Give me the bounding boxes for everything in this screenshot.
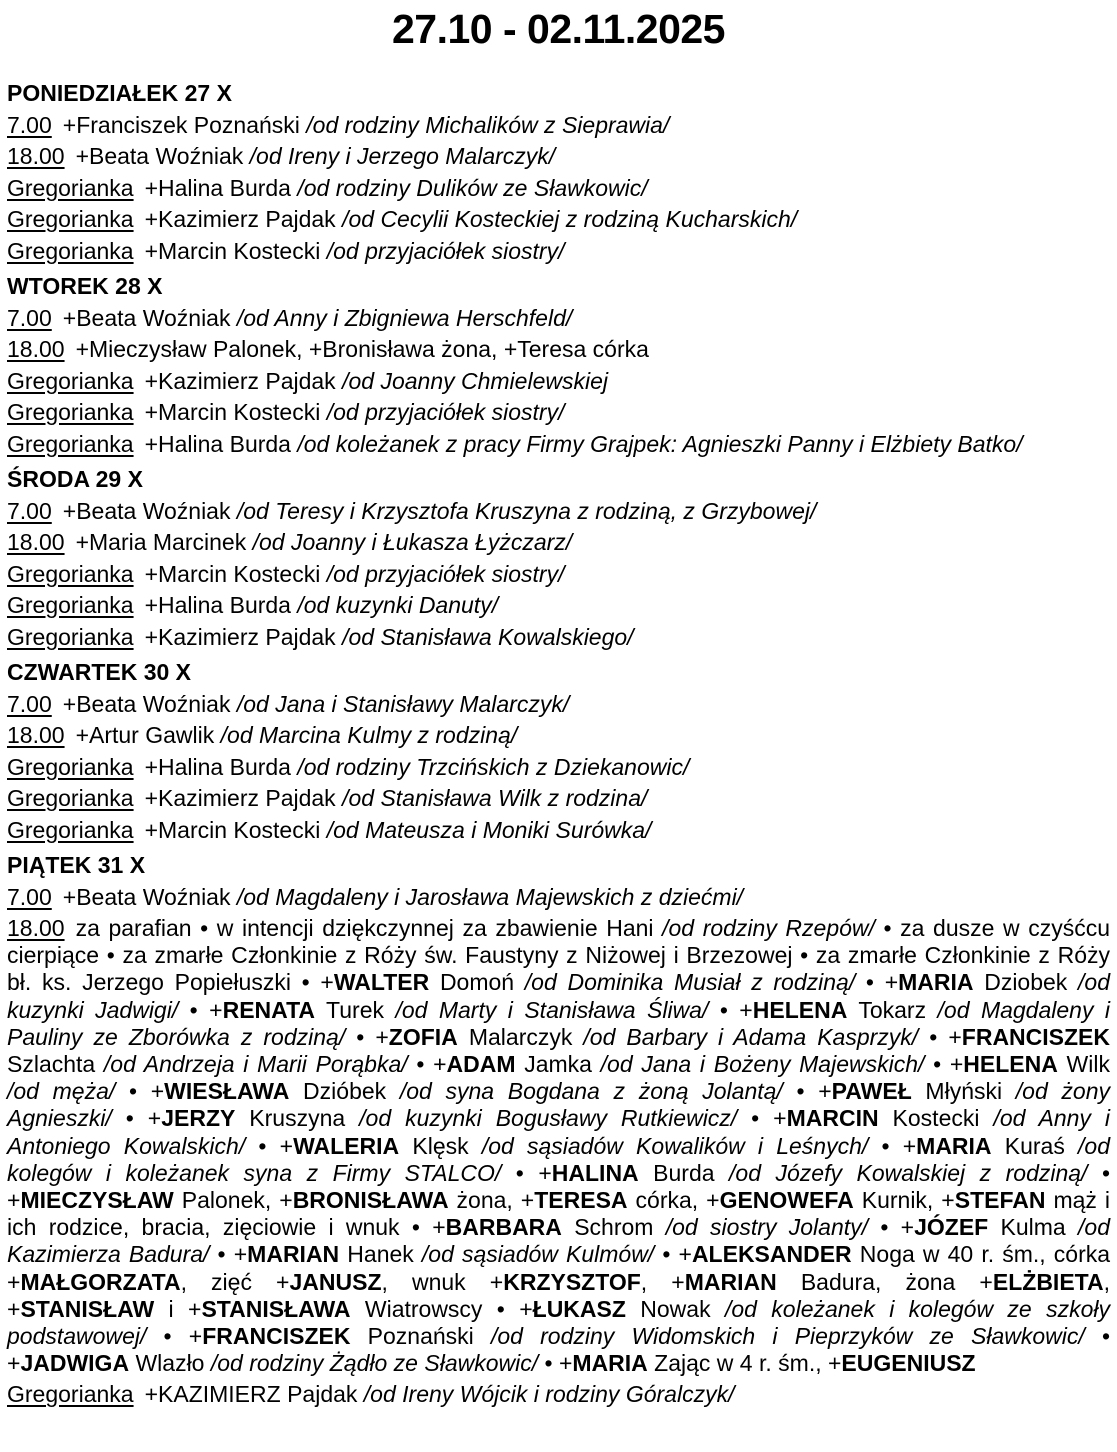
text-run: +Marcin Kostecki xyxy=(144,237,327,264)
mass-time-label: 18.00 xyxy=(7,915,65,941)
text-run: Palonek, + xyxy=(173,1187,293,1214)
mass-time-label: Gregorianka xyxy=(7,174,134,201)
text-run: • + xyxy=(245,1132,294,1159)
bulletin-page xyxy=(0,4,1117,1409)
text-run: Dzióbek xyxy=(289,1078,400,1105)
mass-entry xyxy=(7,175,1110,203)
mass-entry xyxy=(7,305,1110,333)
text-run: /od Kazimierza Badura/ xyxy=(7,1214,1110,1268)
text-run: FRANCISZEK xyxy=(961,1023,1111,1050)
text-run: +Halina Burda xyxy=(144,430,298,457)
text-run: /od koleżanek i kolegów ze szkoły podstawowej/ xyxy=(7,1295,1110,1350)
text-run: /od przyjaciółek siostry/ xyxy=(326,399,565,425)
text-run: /od sąsiadów Kulmów/ xyxy=(421,1241,655,1268)
text-run: JANUSZ xyxy=(289,1268,382,1295)
text-run: /od Jana i Bożeny Majewskich/ xyxy=(600,1051,925,1078)
text-run: /od kolegów i koleżanek syna z Firmy STALCO/ xyxy=(7,1132,1111,1186)
text-run: KRZYSZTOF xyxy=(503,1268,641,1295)
text-run: +Mieczysław Palonek, +Bronisława żona, +Teresa córka xyxy=(75,336,649,362)
mass-entry xyxy=(7,1381,1110,1409)
text-run: Szlachta xyxy=(7,1051,104,1078)
text-run: MARCIN xyxy=(786,1105,879,1132)
text-run: +Artur Gawlik xyxy=(75,722,221,748)
text-run: MIECZYSŁAW xyxy=(20,1187,174,1214)
mass-time-label: Gregorianka xyxy=(7,560,134,587)
text-run: +Beata Woźniak xyxy=(62,883,237,910)
text-run: /od męża/ xyxy=(7,1078,116,1105)
text-run: Wiatrowscy • + xyxy=(350,1295,533,1322)
text-run: PAWEŁ xyxy=(831,1078,912,1105)
text-run: , wnuk + xyxy=(381,1268,504,1295)
text-run: /od sąsiadów Kowalików i Leśnych/ xyxy=(481,1132,869,1159)
text-run: /od Joanny Chmielewskiej xyxy=(342,367,608,394)
mass-time-label: 7.00 xyxy=(7,883,52,910)
text-run: MARIA xyxy=(916,1132,992,1159)
text-run: HALINA xyxy=(551,1159,639,1186)
text-run: Poznański xyxy=(350,1323,491,1350)
mass-entry xyxy=(7,592,1110,620)
text-run: Dziobek xyxy=(973,969,1079,996)
text-run: ALEKSANDER xyxy=(691,1241,852,1268)
text-run: STANISŁAWA xyxy=(201,1295,351,1322)
mass-entry xyxy=(7,915,1110,1377)
mass-time-label: 7.00 xyxy=(7,497,52,524)
mass-time-label: 18.00 xyxy=(7,722,65,748)
text-run: /od Andrzeja i Marii Porąbka/ xyxy=(103,1051,408,1078)
mass-time-label: Gregorianka xyxy=(7,206,134,232)
text-run: /od rodziny Rzepów/ xyxy=(662,915,875,941)
text-run: STANISŁAW xyxy=(20,1295,155,1322)
text-run: +Maria Marcinek xyxy=(75,529,253,555)
text-run: , + xyxy=(7,1268,1110,1322)
day-section xyxy=(7,466,1110,651)
text-run: Wilk xyxy=(1057,1051,1110,1078)
text-run: Wlazło xyxy=(129,1350,211,1377)
mass-entry xyxy=(7,238,1110,266)
text-run: Młyński xyxy=(911,1078,1016,1105)
mass-entry xyxy=(7,884,1110,912)
mass-time-label: Gregorianka xyxy=(7,430,134,457)
text-run: MARIAN xyxy=(684,1268,777,1295)
text-run: JÓZEF xyxy=(914,1214,989,1241)
text-run: • + xyxy=(868,1132,917,1159)
mass-time-label: Gregorianka xyxy=(7,785,134,811)
text-run: /od kuzynki Bogusławy Rutkiewicz/ xyxy=(359,1105,738,1132)
mass-time-label: Gregorianka xyxy=(7,367,134,394)
day-section xyxy=(7,80,1110,265)
mass-entry xyxy=(7,498,1110,526)
text-run: /od siostry Jolanty/ xyxy=(665,1214,869,1241)
text-run: za parafian • w intencji dziękczynnej za zbawienie Hani xyxy=(75,915,663,941)
mass-time-label: Gregorianka xyxy=(7,753,134,780)
text-run: BRONISŁAWA xyxy=(292,1187,449,1214)
mass-entry xyxy=(7,817,1110,845)
text-run: HELENA xyxy=(963,1051,1058,1078)
text-run: /od Cecylii Kosteckiej z rodziną Kucharskich/ xyxy=(342,206,798,232)
day-header: PONIEDZIAŁEK 27 X xyxy=(7,80,232,106)
text-run: Jamka xyxy=(515,1051,601,1078)
mass-time-label: Gregorianka xyxy=(7,399,134,425)
text-run: /od syna Bogdana z żoną Jolantą/ xyxy=(399,1078,783,1105)
text-run: MARIA xyxy=(898,969,974,996)
mass-time-label: 7.00 xyxy=(7,690,52,717)
text-run: /od Stanisława Wilk z rodzina/ xyxy=(342,785,648,811)
text-run: • + xyxy=(924,1051,964,1078)
text-run: /od Anny i Antoniego Kowalskich/ xyxy=(7,1105,1110,1159)
text-run: Kulma xyxy=(988,1214,1079,1241)
text-run: +Halina Burda xyxy=(144,174,298,201)
text-run: /od Magdaleny i Pauliny ze Zborówka z rodziną/ xyxy=(7,996,1111,1050)
text-run: Turek xyxy=(315,996,396,1023)
text-run: FRANCISZEK xyxy=(202,1323,351,1350)
text-run: • + xyxy=(111,1105,162,1132)
text-run: /od przyjaciółek siostry/ xyxy=(326,237,565,264)
text-run: /od Barbary i Adama Kasprzyk/ xyxy=(583,1023,919,1050)
text-run: • + xyxy=(345,1023,389,1050)
text-run: Schrom xyxy=(561,1214,666,1241)
day-header: CZWARTEK 30 X xyxy=(7,659,192,685)
text-run: /od Magdaleny i Jarosława Majewskich z dziećmi/ xyxy=(236,883,744,910)
text-run: Kruszyna xyxy=(235,1105,360,1132)
text-run: STEFAN xyxy=(954,1187,1046,1214)
text-run: • + xyxy=(178,996,223,1023)
text-run: /od Ireny Wójcik i rodziny Góralczyk/ xyxy=(363,1381,735,1408)
text-run: Kurnik, + xyxy=(853,1187,955,1214)
text-run: +Beata Woźniak xyxy=(75,143,250,169)
text-run: Badura, żona + xyxy=(776,1268,993,1295)
text-run: /od Marcina Kulmy z rodziną/ xyxy=(220,722,518,748)
text-run: • + xyxy=(782,1078,832,1105)
text-run: • + xyxy=(708,996,753,1023)
text-run: /od Józefy Kowalskiej z rodziną/ xyxy=(729,1159,1088,1186)
text-run: +Kazimierz Pajdak xyxy=(144,785,343,811)
mass-entry xyxy=(7,336,1110,364)
text-run: • + xyxy=(654,1241,692,1268)
mass-entry xyxy=(7,112,1110,140)
text-run: • + xyxy=(737,1105,787,1132)
mass-time-label: Gregorianka xyxy=(7,623,134,650)
mass-entry xyxy=(7,206,1110,234)
text-run: /od rodziny Dulików ze Sławkowic/ xyxy=(297,174,648,201)
mass-entry xyxy=(7,431,1110,459)
text-run: • + xyxy=(538,1350,573,1377)
text-run: /od Mateusza i Moniki Surówka/ xyxy=(326,816,652,843)
text-run: +Beata Woźniak xyxy=(62,304,237,331)
text-run: HELENA xyxy=(752,996,848,1023)
text-run: +Halina Burda xyxy=(144,592,298,618)
mass-entry xyxy=(7,368,1110,396)
mass-entry xyxy=(7,785,1110,813)
text-run: ŁUKASZ xyxy=(532,1295,626,1322)
text-run: /od Marty i Stanisława Śliwa/ xyxy=(395,996,709,1023)
text-run: ZOFIA xyxy=(388,1023,458,1050)
text-run: +Kazimierz Pajdak xyxy=(144,623,343,650)
mass-time-label: 18.00 xyxy=(7,529,65,555)
text-run: • + xyxy=(7,1159,1110,1214)
mass-entry xyxy=(7,754,1110,782)
text-run: Zając w 4 r. śm., + xyxy=(647,1350,842,1377)
text-run: • + xyxy=(918,1023,962,1050)
text-run: • + xyxy=(407,1051,447,1078)
text-run: żona, + xyxy=(448,1187,535,1214)
text-run: RENATA xyxy=(222,996,316,1023)
text-run: /od rodziny Michalików z Sieprawia/ xyxy=(306,111,670,138)
day-section xyxy=(7,659,1110,844)
text-run: • za dusze w czyśćcu cierpiące • za zmarłe Członkinie z Róży św. Faustyny z Niżowej i Brzezowej • za zmarłe Członkinie z Róży bł. ks. Jerzego Popiełuszki • + xyxy=(7,915,1111,996)
mass-entry xyxy=(7,529,1110,557)
text-run: i + xyxy=(154,1295,202,1322)
text-run: MARIAN xyxy=(247,1241,340,1268)
mass-time-label: Gregorianka xyxy=(7,1381,134,1408)
mass-entry xyxy=(7,624,1110,652)
mass-time-label: 7.00 xyxy=(7,111,52,138)
text-run: , zięć + xyxy=(180,1268,290,1295)
text-run: /od Teresy i Krzysztofa Kruszyna z rodziną, z Grzybowej/ xyxy=(236,497,817,524)
text-run: Hanek xyxy=(339,1241,422,1268)
text-run: +Marcin Kostecki xyxy=(144,560,327,587)
text-run: +Kazimierz Pajdak xyxy=(144,206,343,232)
text-run: Kuraś xyxy=(991,1132,1079,1159)
text-run: MAŁGORZATA xyxy=(20,1268,181,1295)
text-run: /od Joanny i Łukasza Łyżczarz/ xyxy=(252,529,573,555)
mass-entry xyxy=(7,143,1110,171)
text-run: /od przyjaciółek siostry/ xyxy=(326,560,565,587)
text-run: +Beata Woźniak xyxy=(62,497,237,524)
text-run: Tokarz xyxy=(847,996,938,1023)
text-run: • + xyxy=(868,1214,915,1241)
mass-time-label: Gregorianka xyxy=(7,816,134,843)
text-run: córka, + xyxy=(627,1187,720,1214)
text-run: GENOWEFA xyxy=(719,1187,854,1214)
text-run: WIESŁAWA xyxy=(164,1078,290,1105)
mass-time-label: Gregorianka xyxy=(7,592,134,618)
text-run: • + xyxy=(209,1241,248,1268)
text-run: Malarczyk xyxy=(457,1023,584,1050)
text-run: /od rodziny Widomskich i Pieprzyków ze Sławkowic/ xyxy=(490,1323,1085,1350)
text-run: /od Ireny i Jerzego Malarczyk/ xyxy=(249,143,556,169)
text-run: WALTER xyxy=(333,969,430,996)
text-run: /od rodziny Żądło ze Sławkowic/ xyxy=(210,1350,539,1377)
text-run: /od kuzynki Danuty/ xyxy=(297,592,499,618)
text-run: MARIA xyxy=(572,1350,648,1377)
day-section xyxy=(7,273,1110,458)
text-run: • + xyxy=(855,969,899,996)
text-run: Klęsk xyxy=(399,1132,482,1159)
text-run: +Beata Woźniak xyxy=(62,690,237,717)
text-run: Noga w 40 r. śm., córka + xyxy=(7,1241,1111,1295)
text-run: /od Stanisława Kowalskiego/ xyxy=(342,623,634,650)
day-header: PIĄTEK 31 X xyxy=(7,852,146,878)
day-header: ŚRODA 29 X xyxy=(7,466,143,492)
day-header: WTOREK 28 X xyxy=(7,273,163,299)
text-run: /od Anny i Zbigniewa Herschfeld/ xyxy=(236,304,573,331)
text-run: TERESA xyxy=(534,1187,628,1214)
text-run: /od rodziny Trzcińskich z Dziekanowic/ xyxy=(297,753,690,780)
text-run: /od Dominika Musiał z rodziną/ xyxy=(524,969,856,996)
text-run: • + xyxy=(501,1159,552,1186)
mass-time-label: 18.00 xyxy=(7,336,65,362)
text-run: Domoń xyxy=(429,969,525,996)
text-run: EUGENIUSZ xyxy=(841,1350,976,1377)
mass-entry xyxy=(7,722,1110,750)
text-run: /od Jana i Stanisławy Malarczyk/ xyxy=(236,690,570,717)
text-run: BARBARA xyxy=(445,1214,562,1241)
text-run: /od żony Agnieszki/ xyxy=(7,1078,1111,1132)
mass-time-label: 7.00 xyxy=(7,304,52,331)
text-run: ADAM xyxy=(446,1051,516,1078)
mass-intentions-schedule xyxy=(7,80,1110,1409)
day-section xyxy=(7,852,1110,1409)
text-run: +Halina Burda xyxy=(144,753,298,780)
text-run: +Kazimierz Pajdak xyxy=(144,367,343,394)
text-run: ELŻBIETA xyxy=(992,1268,1104,1295)
text-run: +Marcin Kostecki xyxy=(144,816,327,843)
text-run: Burda xyxy=(638,1159,730,1186)
text-run: +Marcin Kostecki xyxy=(144,399,327,425)
text-run: mąż i ich rodzice, bracia, zięciowie i wnuk • + xyxy=(7,1187,1110,1241)
text-run: JERZY xyxy=(161,1105,236,1132)
text-run: +Franciszek Poznański xyxy=(62,111,307,138)
text-run: • + xyxy=(7,1323,1110,1377)
mass-entry xyxy=(7,691,1110,719)
page-title: 27.10 - 02.11.2025 xyxy=(392,6,725,52)
text-run: • + xyxy=(146,1323,203,1350)
text-run: JADWIGA xyxy=(20,1350,130,1377)
text-run: • + xyxy=(115,1078,165,1105)
text-run: /od koleżanek z pracy Firmy Grajpek: Agnieszki Panny i Elżbiety Batko/ xyxy=(297,430,1023,457)
text-run: +KAZIMIERZ Pajdak xyxy=(144,1381,364,1408)
text-run: /od kuzynki Jadwigi/ xyxy=(7,969,1110,1023)
text-run: Nowak xyxy=(625,1295,725,1322)
mass-entry xyxy=(7,399,1110,427)
text-run: , + xyxy=(640,1268,685,1295)
text-run: Kostecki xyxy=(878,1105,994,1132)
mass-time-label: Gregorianka xyxy=(7,237,134,264)
text-run: WALERIA xyxy=(293,1132,400,1159)
mass-entry xyxy=(7,561,1110,589)
mass-time-label: 18.00 xyxy=(7,143,65,169)
